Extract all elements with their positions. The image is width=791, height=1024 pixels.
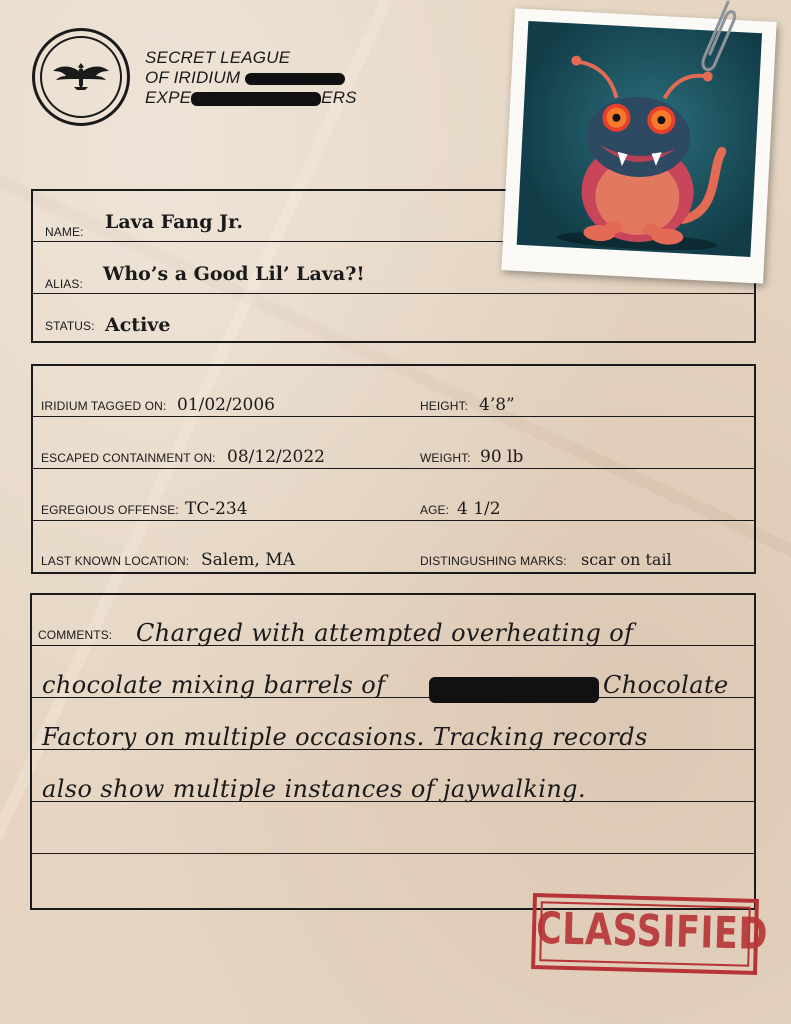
classified-stamp xyxy=(531,893,769,975)
offense-value: TC-234 xyxy=(185,499,248,519)
comment-line-2-end: Chocolate xyxy=(603,671,729,699)
redaction-bar xyxy=(429,677,599,703)
comment-line-4: also show multiple instances of jaywalking. xyxy=(42,775,586,803)
alias-value: Who’s a Good Lil’ Lava?! xyxy=(103,263,365,285)
location-label: LAST KNOWN LOCATION: xyxy=(41,554,190,568)
details-box xyxy=(31,364,756,574)
org-line-3-end: ERS xyxy=(321,88,357,107)
location-value: Salem, MA xyxy=(201,550,295,570)
age-label: AGE: xyxy=(420,503,450,517)
comment-line-1: Charged with attempted overheating of xyxy=(136,619,634,647)
comments-label: COMMENTS: xyxy=(38,628,113,642)
weight-label: WEIGHT: xyxy=(420,451,471,465)
organization-name xyxy=(145,48,357,108)
status-label: STATUS: xyxy=(45,319,95,333)
escaped-value: 08/12/2022 xyxy=(227,447,325,467)
height-label: HEIGHT: xyxy=(420,399,469,413)
redaction-bar xyxy=(245,73,345,85)
name-value: Lava Fang Jr. xyxy=(105,211,243,233)
marks-label: DISTINGUSHING MARKS: xyxy=(420,554,567,568)
eagle-seal-icon xyxy=(32,28,130,126)
tagged-value: 01/02/2006 xyxy=(177,395,275,415)
org-line-2: OF IRIDIUM xyxy=(145,68,241,87)
alias-label: ALIAS: xyxy=(45,277,83,291)
height-value: 4’8” xyxy=(479,395,515,415)
name-label: NAME: xyxy=(45,225,84,239)
org-line-3: EXPE xyxy=(145,88,192,107)
stamp-text: CLASSIFIED xyxy=(535,904,769,961)
marks-value: scar on tail xyxy=(581,550,672,569)
age-value: 4 1/2 xyxy=(457,499,501,519)
redaction-bar xyxy=(191,92,321,106)
escaped-label: ESCAPED CONTAINMENT ON: xyxy=(41,451,216,465)
weight-value: 90 lb xyxy=(480,447,524,467)
status-value: Active xyxy=(105,314,171,336)
offense-label: EGREGIOUS OFFENSE: xyxy=(41,503,179,517)
org-line-1: SECRET LEAGUE xyxy=(145,48,291,67)
tagged-label: IRIDIUM TAGGED ON: xyxy=(41,399,167,413)
comment-line-2-start: chocolate mixing barrels of xyxy=(42,671,386,699)
comments-box xyxy=(30,593,756,910)
comment-line-3: Factory on multiple occasions. Tracking records xyxy=(42,723,648,751)
paperclip-icon xyxy=(690,0,738,80)
